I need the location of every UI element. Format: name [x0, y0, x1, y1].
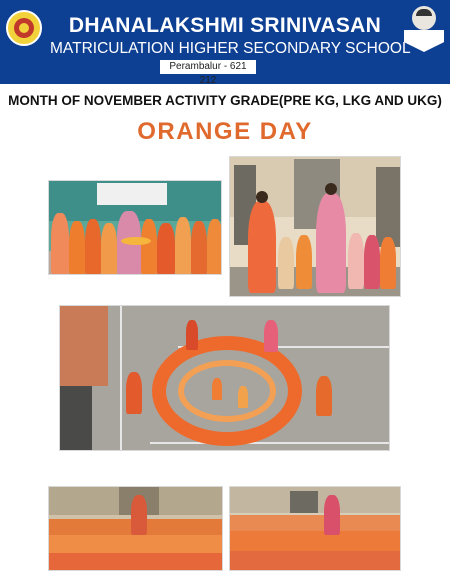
day-title: ORANGE DAY	[137, 118, 313, 145]
circle-formation-photo	[59, 305, 390, 451]
school-emblem-icon	[6, 10, 42, 46]
classroom-group-photo	[48, 180, 222, 275]
school-name: DHANALAKSHMI SRINIVASAN	[68, 14, 382, 37]
class-group-photo-right	[229, 486, 401, 571]
class-group-photo-left	[48, 486, 223, 571]
teachers-with-children-photo	[229, 156, 401, 297]
header-banner	[0, 0, 450, 84]
school-location: Perambalur - 621 212	[160, 60, 256, 74]
school-subtitle: MATRICULATION HIGHER SECONDARY SCHOOL	[50, 40, 411, 57]
activity-headline: MONTH OF NOVEMBER ACTIVITY GRADE(PRE KG, LKG AND UKG)	[8, 93, 442, 108]
founder-portrait-icon	[404, 6, 444, 56]
